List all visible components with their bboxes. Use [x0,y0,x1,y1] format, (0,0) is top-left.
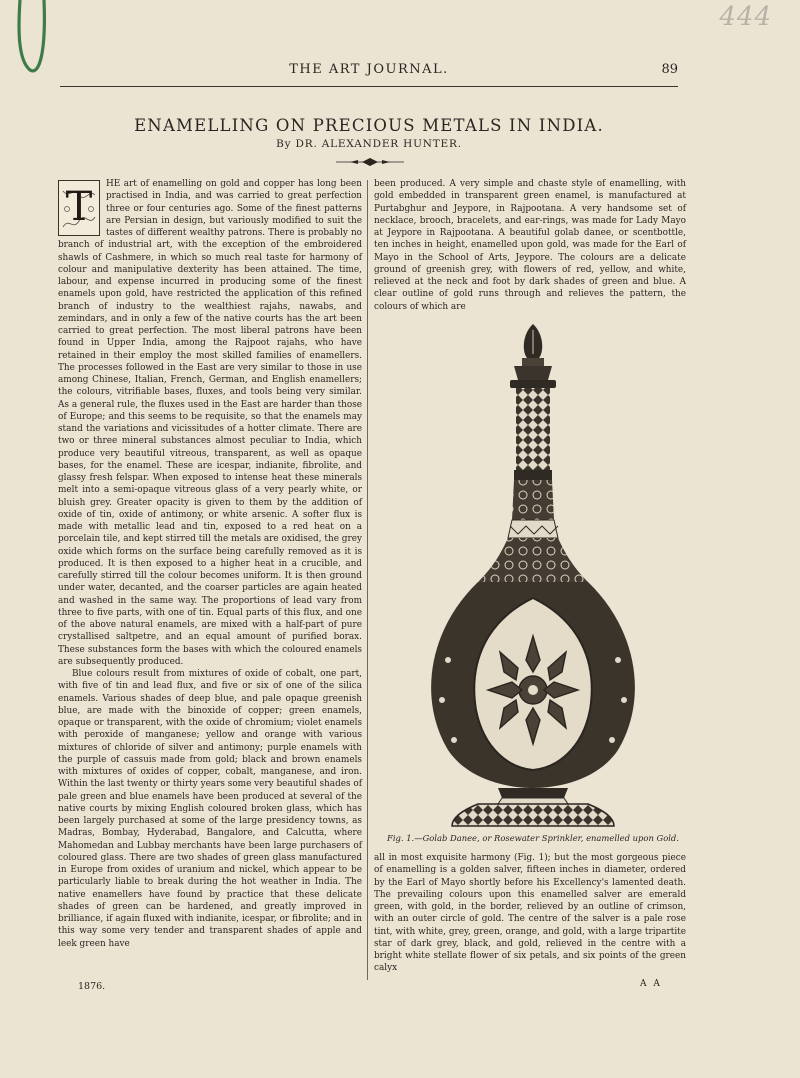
right-column-bottom [374,852,686,976]
header-rule [60,86,678,87]
drop-cap [58,180,100,236]
body-paragraph: HE art of enamelling on gold and copper has long been practised in India, and was carried to great perfection three or four centuries ago. Some of the finest patterns are Persian in design, but variously modified to suit the tastes of different wealthy patrons. There is probably no branch of industrial art, with the exception of the embroidered shawls of Cashmere, in which so much real taste for harmony of colour and manipulative dexterity has been attained. The time, labour, and expense incurred in producing some of the finest enamels upon gold, have restricted the application of this refined branch of industry to the wealthiest rajahs, nawabs, and zemindars, and in only a few of the native courts has the art been carried to great perfection. The most liberal patrons have been found in Upper India, among the Rajpoot rajahs, who have retained in their employ the most skilled families of enamellers. The processes followed in the East are very similar to those in use among Chinese, Italian, French, German, and English enamellers; the colours, vitrifiable bases, fluxes, and tools being very similar. As a general rule, the fluxes used in the East are harder than those of Europe; and this seems to be requisite, so that the enamels may stand the variations and vicissitudes of a hotter climate. There are two or three mineral substances almost peculiar to India, which produce very beautiful vitreous, transparent, as well as opaque bases, for the enamel. These are icespar, indianite, fibrolite, and glassy fresh felspar. When exposed to intense heat these minerals melt into a semi-opaque vitreous glass of a very pearly white, or bluish grey. Greater opacity is given to them by the addition of oxide of tin, oxide of antimony, or white arsenic. A softer flux is made with metallic lead and tin, exposed to a red heat on a porcelain tile, and kept stirred till the metals are oxidised, the grey oxide which forms on the surface being carefully removed as it is produced. It is then exposed to a higher heat in a crucible, and carefully stirred till the colour becomes uniform. It is then ground under water, decanted, and the coarser particles are again heated and washed in the same way. The proportions of lead vary from three to five parts, with one of tin. Equal parts of this flux, and one of the above natural enamels, are mixed with a half-part of pure crystallised saltpetre, and an equal amount of purified borax. These substances form the bases with which the coloured enamels are subsequently produced. [58,179,362,667]
page-number: 89 [661,62,678,77]
pencil-mark-icon [12,0,52,80]
article-title: ENAMELLING ON PRECIOUS METALS IN INDIA. [134,116,604,135]
handwritten-number: 444 [719,2,772,32]
rosewater-sprinkler-illustration [418,320,648,830]
running-head [60,62,678,80]
right-column-top [374,178,686,312]
byline: By DR. ALEXANDER HUNTER. [276,138,462,150]
journal-title: THE ART JOURNAL. [289,62,449,77]
ornament-divider-icon [334,154,406,170]
body-paragraph: Blue colours result from mixtures of oxide of cobalt, one part, with five of tin and lead flux, and five or six of one of the silica enamels. Various shades of deep blue, and pale opaque greenish blue, are made with the binoxide of copper; green enamels, opaque or transparent, with the oxide of chromium; violet enamels with peroxide of manganese; yellow and orange with various mixtures of chloride of silver and antimony; purple enamels with the purple of cassuis made from gold; black and brown enamels with mixtures of oxides of copper, cobalt, manganese, and iron. Within the last twenty or thirty years some very beautiful shades of pale green and blue enamels have been produced at several of the native courts by mixing English coloured broken glass, which has been largely purchased at some of the large presidency towns, as Madras, Bombay, Hyderabad, Bangalore, and Calcutta, where Mahomedan and Lubbay merchants have been large purchasers of coloured glass. There are two shades of green glass manufactured in Europe from oxides of uranium and nickel, which appear to be particularly liable to break during the hot weather in India. The native enamellers have found by practice that these delicate shades of green can be hardened, and greatly improved in brilliance, if again fluxed with indianite, icespar, or fibrolite; and in this way some very tender and transparent shades of apple and leek green have [58,669,363,949]
publication-year: 1876. [78,981,106,992]
left-column [58,178,362,988]
signature-mark: A A [640,979,662,989]
drop-cap-letter: T [65,184,93,230]
column-divider [367,180,368,980]
figure-caption: Fig. 1.—Golab Danee, or Rosewater Sprinkler, enamelled upon Gold. [387,833,679,843]
body-paragraph: been produced. A very simple and chaste style of enamelling, with gold embedded in transparent green enamel, is manufactured at Purtabghur and Jeypore, in Rajpootana. A very handsome set of necklace, brooch, bracelets, and ear-rings, was made for Lady Mayo at Jeypore in Rajpootana. A beautiful golab danee, or scentbottle, ten inches in height, enamelled upon gold, was made for the Earl of Mayo in the School of Arts, Jeypore. The colours are a delicate ground of greenish grey, with flowers of red, yellow, and white, relieved at the neck and foot by dark shades of green and blue. A clear outline of gold runs through and relieves the pattern, the colours of which are [374,179,686,312]
body-paragraph: all in most exquisite harmony (Fig. 1); but the most gorgeous piece of enamelling is a golden salver, fifteen inches in diameter, ordered by the Earl of Mayo shortly before his Excellency's lamented death. The prevailing colours upon this enamelled salver are emerald green, with gold, in the border, relieved by an outline of crimson, with an outer circle of gold. The centre of the salver is a pale rose tint, with white, grey, green, orange, and gold, with a large tripartite star of dark grey, black, and gold, relieved in the centre with a bright white stellate flower of six petals, and six points of the green calyx [374,853,686,974]
